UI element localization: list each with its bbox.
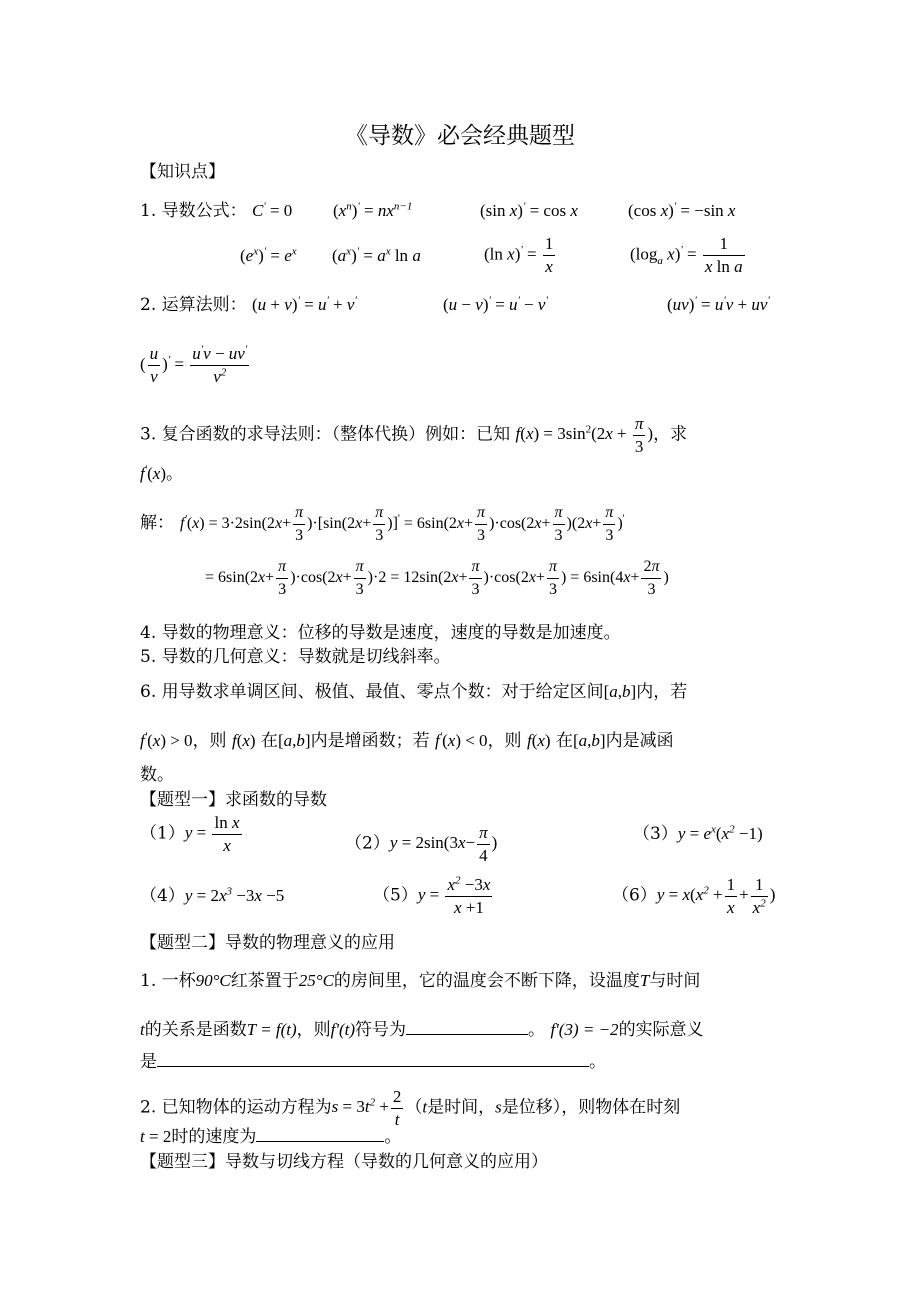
item6-line3: 数。	[140, 765, 174, 785]
page-title: 《导数》必会经典题型	[345, 123, 575, 149]
problem-3: $(3)y = e^x(x^2 -1)$	[633, 823, 763, 844]
item1-label: 1. 导数公式：	[140, 201, 247, 221]
type2-q2-line1: 2. 已知物体的运动方程为$s = 3t^2$ + $\frac{2}{t}$ （t是时间，s是位移），则物体在时刻	[140, 1087, 681, 1129]
problem-5: （5）y = $\frac{x^2 -3x}{x +1}$	[373, 874, 491, 917]
problem-6: $(6)y = x(x^2$ + $\frac{1}{x}$ + $\frac{1}{x^2}$ )	[612, 875, 776, 917]
item6-line2: f'(x) > 0，则 f(x) 在[a,b]内是增函数；若 f'(x) < 0，则 f(x) 在[a,b]内是减函	[140, 730, 674, 751]
answer-blank-sign[interactable]	[406, 1034, 528, 1035]
formula-log: ($\log_a$ x)' = $\frac{1}{\text{x ln a}}$	[630, 234, 743, 276]
problem-2: （2）y = 2sin(3x− $\frac{\pi}{4}$ )	[345, 823, 498, 865]
type2-q2-line2: t = 2时的速度为 。	[140, 1127, 402, 1147]
rule-quotient: ( $\frac{u}{v}$ )' = $\frac{u'v - uv'}{v^2}$	[140, 343, 248, 386]
item5: 5. 导数的几何意义：导数就是切线斜率。	[140, 647, 451, 667]
solution-line1: f'(x) = 3·2sin(2x+ $\frac{\pi}{3}$ )·[sin(2x+ $\frac{\pi}{3}$ )]' = 6sin(2x+ $\frac{\pi}{3}$ )·cos(2x+ $\frac{\pi}{3}$ )(2x+ $\frac{\pi}{3}$ )'	[180, 504, 625, 544]
formula-ln: (ln x)' = $\frac{1}{x}$	[484, 234, 554, 276]
type2-q1-line3: 是 。	[140, 1052, 606, 1072]
formula-a-exp: $(a^x)' = a^x$ ln a	[332, 245, 421, 265]
formula-sin: (sin x)' = cos x	[480, 200, 578, 220]
type2-q1-line1: 1. 一杯90°C红茶置于25°C的房间里，它的温度会不断下降，设温度T与时间	[140, 971, 701, 991]
formula-cos: (cos x)' = −sin x	[628, 200, 736, 220]
type1-heading: 【题型一】求函数的导数	[140, 790, 327, 810]
item3-target: f'(x)。	[140, 463, 183, 484]
knowledge-heading: 【知识点】	[140, 162, 225, 182]
formula-constant: C' = 0	[252, 200, 293, 220]
item3-line: 3. 复合函数的求导法则：（整体代换）例如：已知 $f(x) = 3\sin^2(2x$ + $\frac{\pi}{3}$ )，求	[140, 414, 688, 456]
formula-exp: $(e^x)' = e^x$	[240, 245, 297, 265]
answer-blank-velocity[interactable]	[256, 1141, 384, 1142]
item4: 4. 导数的物理意义：位移的导数是速度，速度的导数是加速度。	[140, 623, 621, 643]
rule-diff: (u − v)' = u' − v'	[443, 294, 548, 314]
problem-4: $(4)y = 2x^3 -3x -5$	[140, 885, 285, 906]
rule-product: (uv)' = u'v + uv'	[667, 294, 770, 314]
item6-line1: 6. 用导数求单调区间、极值、最值、零点个数：对于给定区间[a,b]内，若	[140, 682, 688, 702]
answer-blank-meaning[interactable]	[157, 1066, 589, 1067]
rule-sum: (u + v)' = u' + v'	[252, 294, 357, 314]
solution-line2: = 6sin(2x+ $\frac{\pi}{3}$ )·cos(2x+ $\frac{\pi}{3}$ )·2 = 12sin(2x+ $\frac{\pi}{3}$ )·cos(2x+ $\frac{\pi}{3}$ ) = 6sin(4x+ $\frac{2\pi}{3}$ )	[205, 558, 669, 598]
formula-power: $(x^n)' = nx^{n-1}$	[333, 200, 413, 220]
type3-heading: 【题型三】导数与切线方程（导数的几何意义的应用）	[140, 1152, 548, 1172]
type2-heading: 【题型二】导数的物理意义的应用	[140, 933, 395, 953]
solution-label: 解：	[140, 513, 174, 533]
type2-q1-line2: t的关系是函数T = f(t)，则f'(t)符号为 。 f'(3) = −2的实际意义	[140, 1020, 704, 1040]
problem-1: （1）y = $\frac{\text{ln x}}{x}$	[140, 813, 240, 855]
item2-label: 2. 运算法则：	[140, 295, 247, 315]
